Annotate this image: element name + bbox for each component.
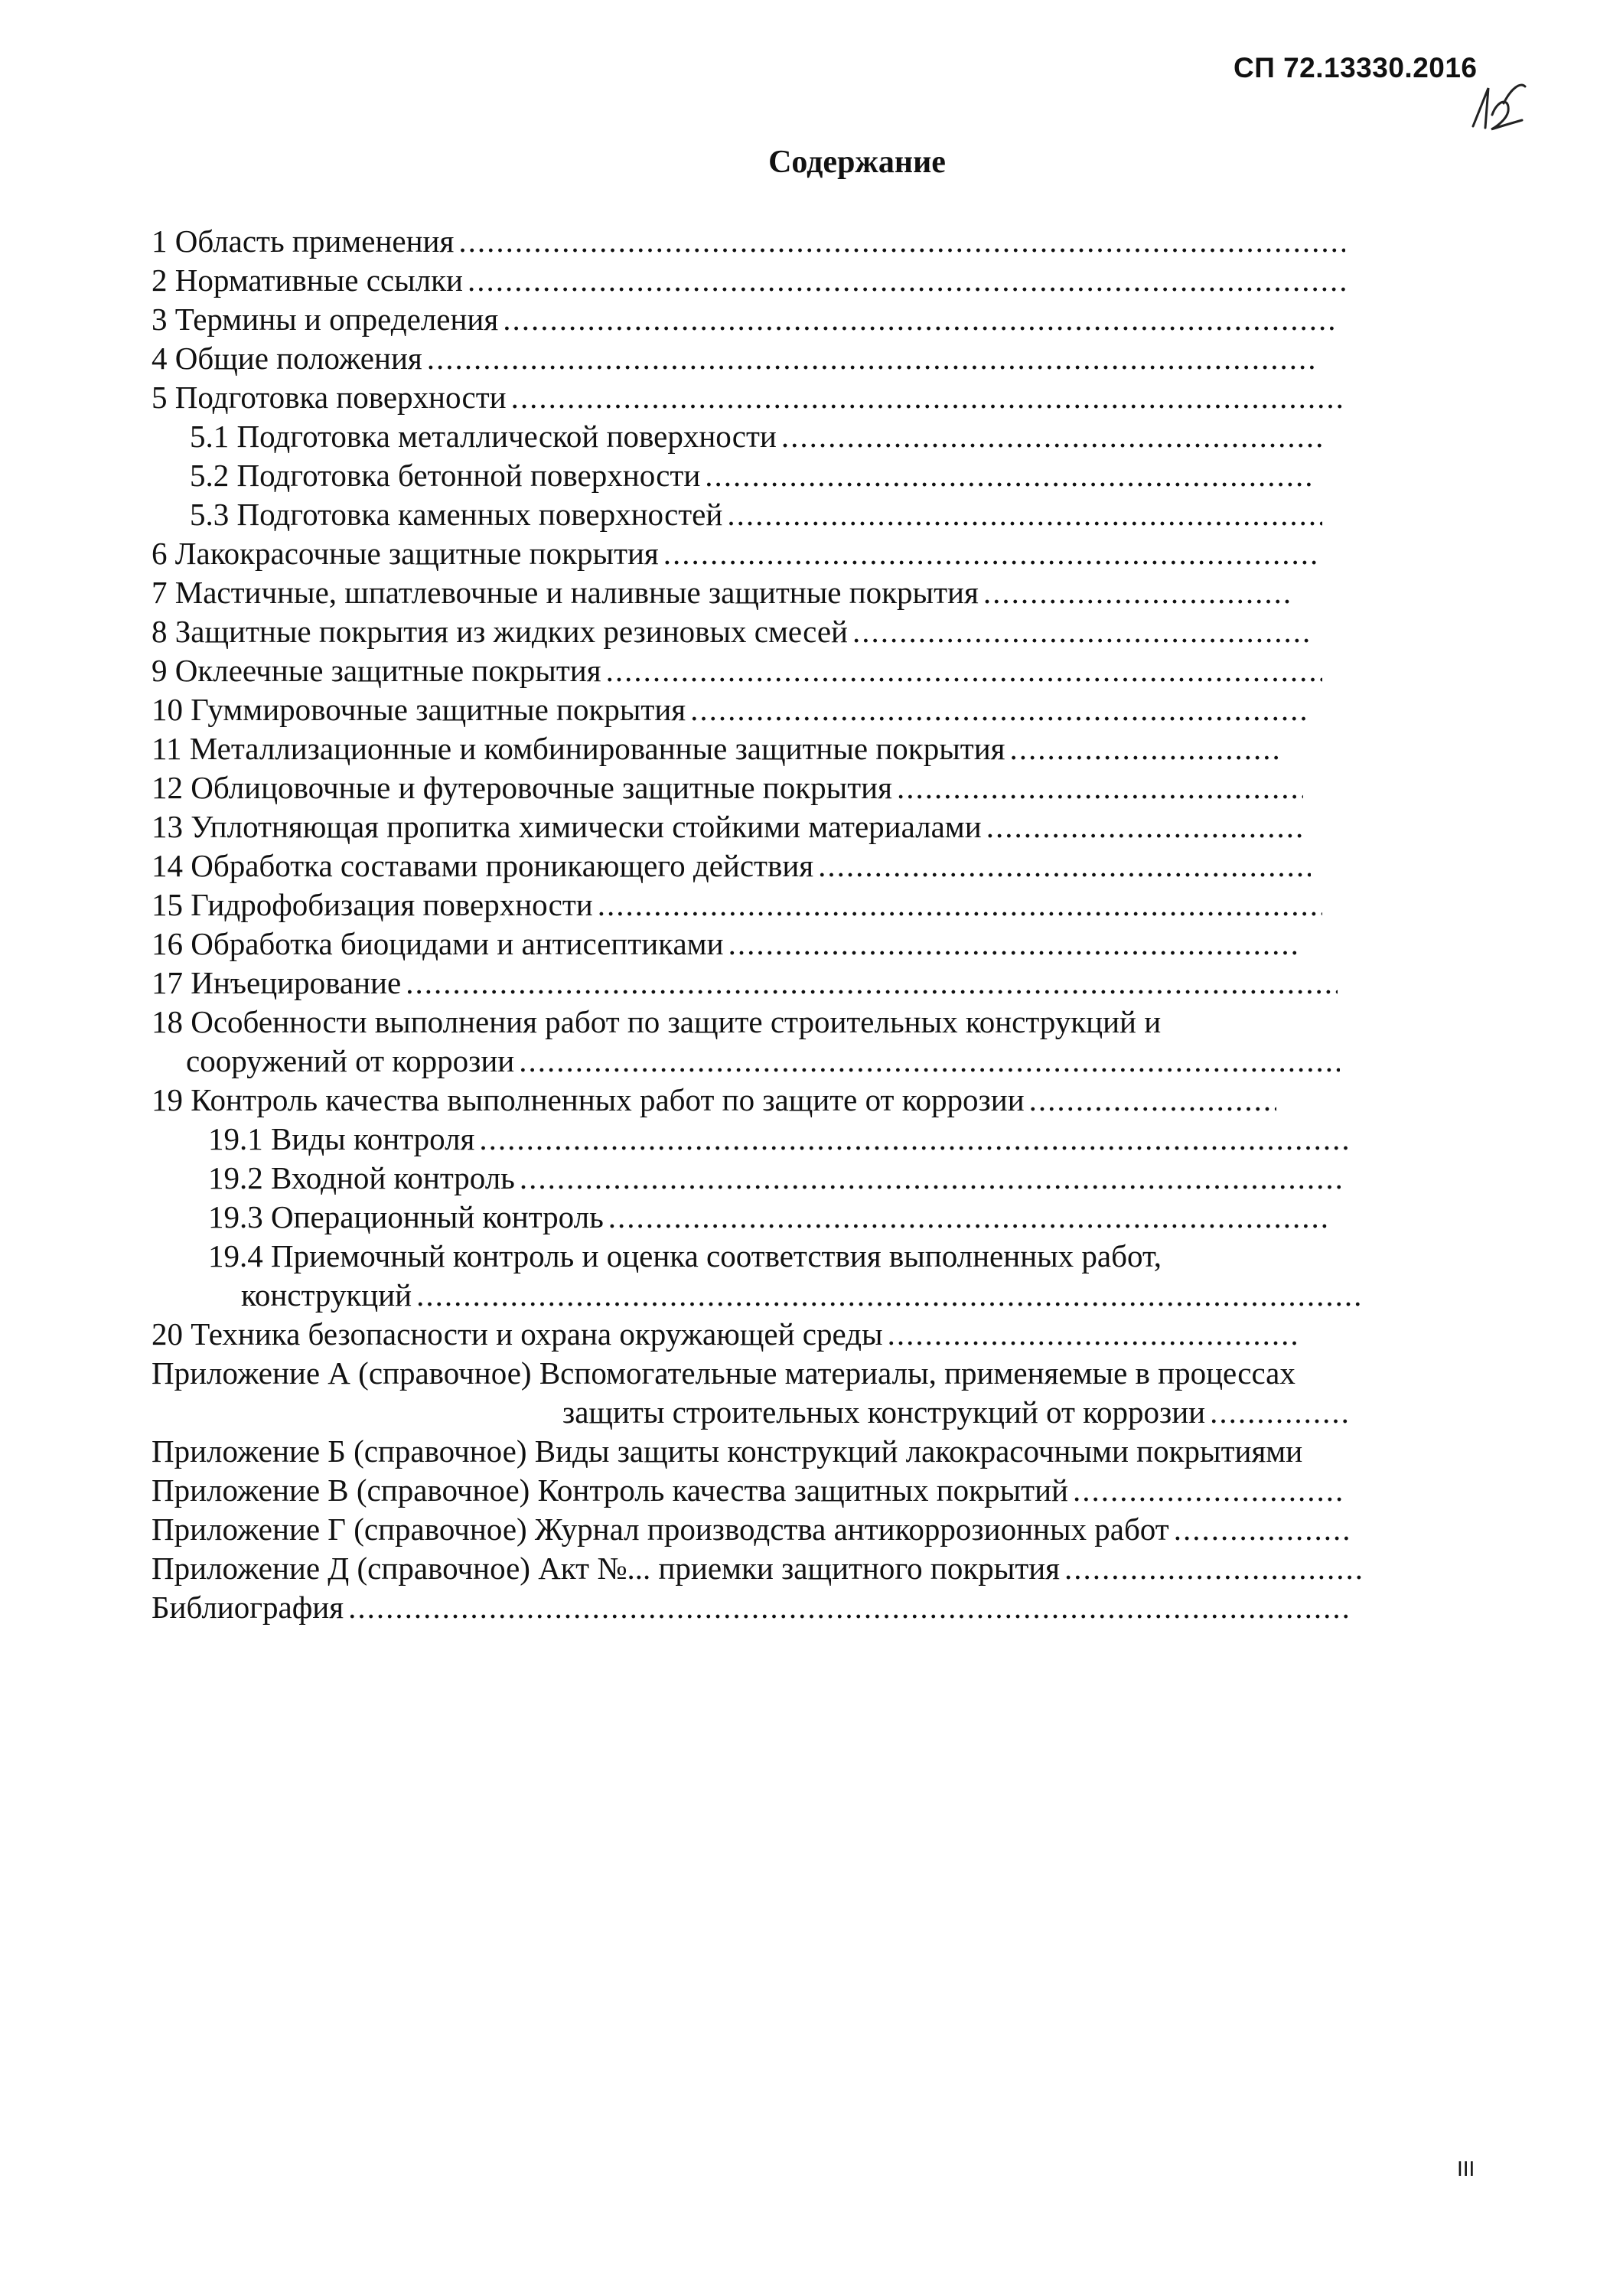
- toc-item: [0, 846, 1623, 885]
- toc-label: 20 Техника безопасности и охрана окружающей среды: [152, 1316, 883, 1352]
- toc-item: [0, 885, 1623, 925]
- toc-item: [0, 690, 1623, 729]
- toc-leader: [598, 885, 1322, 925]
- toc-label: 18 Особенности выполнения работ по защите строительных конструкций и: [152, 1004, 1162, 1039]
- toc-item: [0, 1159, 1623, 1198]
- toc-leader: [1210, 1393, 1351, 1432]
- toc-label: 9 Оклеечные защитные покрытия: [152, 653, 601, 688]
- toc-label: 5.3 Подготовка каменных поверхностей: [190, 497, 723, 532]
- toc-item: [0, 1120, 1623, 1159]
- toc-leader: [479, 1120, 1353, 1159]
- toc-label: сооружений от коррозии: [186, 1043, 515, 1078]
- toc-leader: [1073, 1471, 1341, 1510]
- toc-item-continuation: [0, 1276, 1623, 1315]
- handwritten-page-mark: [1458, 73, 1530, 145]
- toc-item: [0, 417, 1623, 456]
- toc-leader: [727, 495, 1322, 534]
- toc-leader: [427, 339, 1318, 378]
- toc-item: [0, 1315, 1623, 1354]
- toc-leader: [781, 417, 1322, 456]
- toc-item-continuation: [0, 1042, 1623, 1081]
- table-of-contents: [0, 222, 1623, 1627]
- toc-leader: [1010, 729, 1281, 768]
- toc-item: [0, 1354, 1623, 1393]
- toc-item-continuation: [0, 1393, 1623, 1432]
- toc-leader: [458, 222, 1345, 261]
- toc-label: конструкций: [241, 1277, 412, 1313]
- toc-item: [0, 612, 1623, 651]
- toc-label: 3 Термины и определения: [152, 302, 499, 337]
- toc-label: 11 Металлизационные и комбинированные защитные покрытия: [152, 731, 1005, 766]
- toc-item: [0, 339, 1623, 378]
- toc-leader: [818, 846, 1311, 885]
- toc-label: 16 Обработка биоцидами и антисептиками: [152, 926, 724, 961]
- document-code: СП 72.13330.2016: [1234, 52, 1478, 83]
- toc-leader: [519, 1042, 1340, 1081]
- toc-label: Приложение А (справочное) Вспомогательные материалы, применяемые в процессах: [152, 1355, 1295, 1391]
- toc-leader: [608, 1198, 1331, 1237]
- toc-item: [0, 1510, 1623, 1549]
- toc-label: 6 Лакокрасочные защитные покрытия: [152, 536, 659, 571]
- toc-item: [0, 925, 1623, 964]
- toc-label: 2 Нормативные ссылки: [152, 263, 463, 298]
- page-title: Содержание: [768, 145, 946, 180]
- toc-leader: [1064, 1549, 1364, 1588]
- toc-item: [0, 495, 1623, 534]
- toc-item: [0, 300, 1623, 339]
- toc-item: [0, 1003, 1623, 1042]
- toc-label: 7 Мастичные, шпатлевочные и наливные защитные покрытия: [152, 575, 979, 610]
- toc-item: [0, 1237, 1623, 1276]
- toc-leader: [1174, 1510, 1353, 1549]
- toc-item: [0, 456, 1623, 495]
- toc-leader: [983, 573, 1292, 612]
- toc-item: [0, 1471, 1623, 1510]
- toc-label: 8 Защитные покрытия из жидких резиновых смесей: [152, 614, 848, 649]
- toc-leader: [897, 768, 1303, 807]
- toc-leader: [728, 925, 1299, 964]
- toc-item: [0, 573, 1623, 612]
- toc-item: [0, 1198, 1623, 1237]
- toc-label: 19.3 Операционный контроль: [208, 1199, 604, 1234]
- toc-leader: [1029, 1081, 1276, 1120]
- toc-label: 19.1 Виды контроля: [208, 1121, 475, 1156]
- toc-item: [0, 1588, 1623, 1627]
- toc-leader: [503, 300, 1336, 339]
- toc-label: Приложение Д (справочное) Акт №... приемки защитного покрытия: [152, 1551, 1061, 1586]
- toc-item: [0, 651, 1623, 690]
- toc-leader: [986, 807, 1307, 846]
- toc-item: [0, 1432, 1623, 1471]
- toc-leader: [468, 261, 1345, 300]
- toc-leader: [520, 1159, 1341, 1198]
- toc-label: 1 Область применения: [152, 223, 455, 259]
- toc-label: 19.2 Входной контроль: [208, 1160, 515, 1195]
- toc-leader: [888, 1315, 1299, 1354]
- page-number: III: [1457, 2157, 1475, 2180]
- toc-item: [0, 768, 1623, 807]
- toc-leader: [348, 1588, 1349, 1627]
- toc-label: 5.2 Подготовка бетонной поверхности: [190, 458, 701, 493]
- toc-label: Приложение В (справочное) Контроль качества защитных покрытий: [152, 1473, 1068, 1508]
- toc-label: Приложение Б (справочное) Виды защиты конструкций лакокрасочными покрытиями: [152, 1433, 1303, 1469]
- toc-label: 5 Подготовка поверхности: [152, 380, 507, 415]
- toc-label: 12 Облицовочные и футеровочные защитные покрытия: [152, 770, 892, 805]
- toc-leader: [511, 378, 1345, 417]
- toc-item: [0, 378, 1623, 417]
- toc-label: 13 Уплотняющая пропитка химически стойкими материалами: [152, 809, 982, 844]
- toc-item: [0, 534, 1623, 573]
- toc-leader: [606, 651, 1322, 690]
- toc-label: Приложение Г (справочное) Журнал производства антикоррозионных работ: [152, 1512, 1169, 1547]
- toc-leader: [663, 534, 1318, 573]
- toc-label: 14 Обработка составами проникающего действия: [152, 848, 814, 883]
- toc-label: защиты строительных конструкций от коррозии: [562, 1394, 1206, 1430]
- toc-leader: [705, 456, 1315, 495]
- toc-leader: [416, 1276, 1364, 1315]
- toc-item: [0, 1549, 1623, 1588]
- toc-label: 4 Общие положения: [152, 341, 422, 376]
- toc-item: [0, 261, 1623, 300]
- toc-item: [0, 1081, 1623, 1120]
- toc-label: 10 Гуммировочные защитные покрытия: [152, 692, 686, 727]
- toc-item: [0, 729, 1623, 768]
- toc-label: 17 Инъецирование: [152, 965, 402, 1000]
- toc-item: [0, 807, 1623, 846]
- toc-label: 19 Контроль качества выполненных работ по защите от коррозии: [152, 1082, 1025, 1117]
- toc-leader: [690, 690, 1307, 729]
- toc-leader: [852, 612, 1311, 651]
- toc-label: Библиография: [152, 1590, 344, 1625]
- toc-label: 19.4 Приемочный контроль и оценка соответствия выполненных работ,: [208, 1238, 1162, 1274]
- toc-item: [0, 964, 1623, 1003]
- toc-label: 15 Гидрофобизация поверхности: [152, 887, 593, 922]
- toc-item: [0, 222, 1623, 261]
- toc-label: 5.1 Подготовка металлической поверхности: [190, 419, 777, 454]
- toc-leader: [406, 964, 1338, 1003]
